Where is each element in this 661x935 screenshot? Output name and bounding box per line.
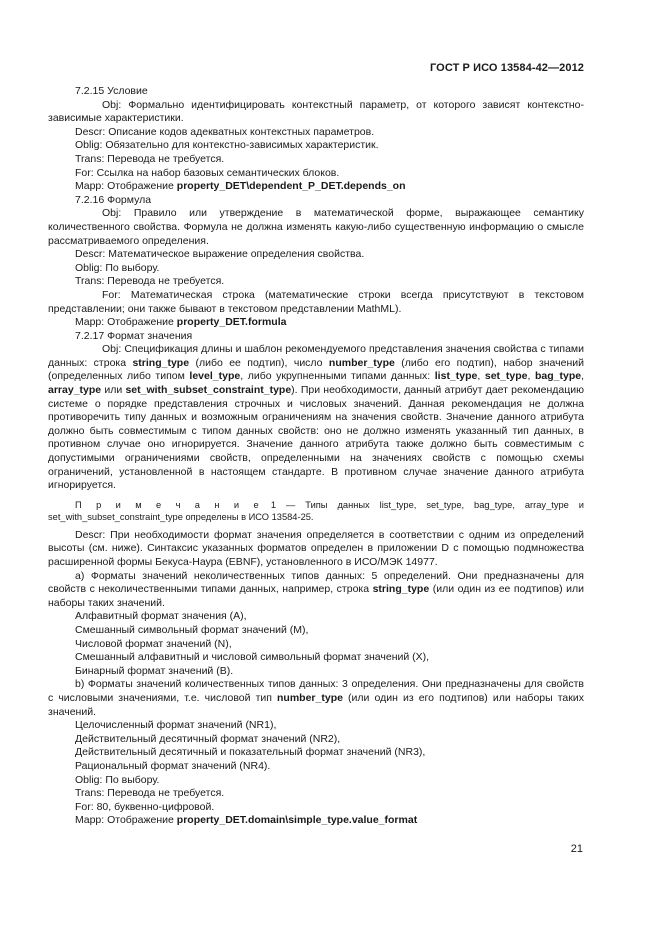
mapp-prefix: Mapp: Отображение bbox=[75, 180, 177, 193]
number-type-term: number_type bbox=[277, 691, 343, 704]
section-heading-7-2-16: 7.2.16 Формула bbox=[75, 193, 152, 206]
obj-text-3: (либо его подтип), набор значений (определенных либо типом bbox=[48, 356, 585, 383]
obj-text-5: , bbox=[477, 370, 485, 383]
obj-paragraph-7-2-17 bbox=[48, 343, 584, 493]
descr-paragraph: Descr: При необходимости формат значения определяется в соответствии с одним из определений высоты (см. ниже). Синтаксис указанных форматов определен в приложении D с помощью подмножества расширенной формы Бекуса-Наура (EBNF), установленного в ИСО/МЭК 14977. bbox=[48, 528, 584, 568]
oblig-line: Oblig: По выбору. bbox=[75, 773, 160, 786]
note-label: П р и м е ч а н и е bbox=[75, 499, 261, 510]
descr-line: Descr: Описание кодов адекватных контекстных параметров. bbox=[75, 125, 375, 138]
page-number: 21 bbox=[570, 843, 583, 855]
obj-label: Obj: bbox=[102, 207, 122, 220]
item-a-text-2: (или один из ее подтипов) или наборы таких значений. bbox=[48, 583, 584, 609]
string-type-term: string_type bbox=[132, 356, 190, 369]
for-paragraph bbox=[48, 289, 584, 316]
set-with-subset-constraint-type-term: set_with_subset_constraint_type bbox=[125, 384, 292, 397]
note-text: 1 — Типы данных list_type, set_type, bag_type, array_type и set_with_subset_constraint_type определены в ИСО 13584-25. bbox=[48, 499, 584, 522]
list-item: Бинарный формат значений (B). bbox=[75, 664, 234, 677]
for-line: For: Ссылка на набор базовых семантических блоков. bbox=[75, 166, 340, 179]
mapp-prefix: Mapp: Отображение bbox=[75, 814, 177, 827]
mapp-line bbox=[48, 316, 584, 330]
list-item: Смешанный алфавитный и числовой символьный формат значений (X), bbox=[75, 651, 430, 664]
section-heading-7-2-15: 7.2.15 Условие bbox=[75, 85, 148, 97]
obj-paragraph-7-2-15 bbox=[48, 99, 584, 126]
list-type-term: list_type bbox=[434, 370, 478, 383]
obj-text-2: (либо ее подтип), число bbox=[189, 356, 329, 369]
trans-line: Trans: Перевода не требуется. bbox=[75, 787, 225, 800]
item-b-text-2: (или один из его подтипов) или наборы таких значений. bbox=[48, 691, 584, 718]
section-heading-7-2-17: 7.2.17 Формат значения bbox=[75, 329, 193, 342]
number-type-term: number_type bbox=[328, 356, 395, 369]
mapp-line bbox=[48, 180, 584, 194]
obj-text-1: Спецификация длины и шаблон рекомендуемого представления значения свойства с типами данных: строка bbox=[48, 343, 584, 369]
obj-text-6: , bbox=[527, 370, 535, 383]
mapp-code: property_DET.domain\simple_type.value_format bbox=[176, 814, 418, 827]
item-b-text-1: b) Форматы значений количественных типов данных: 3 определения. Они предназначены для свойств с числовыми значениями, т.е. числовой тип bbox=[48, 678, 584, 704]
list-item: Целочисленный формат значений (NR1), bbox=[75, 719, 277, 732]
for-label: For: bbox=[102, 288, 121, 301]
for-line: For: 80, буквенно-цифровой. bbox=[75, 800, 215, 813]
item-a-text-1: a) Форматы значений неколичественных типов данных: 5 определений. Они предназначены для свойств с неколичественными типами данных, например, строка bbox=[48, 569, 584, 596]
trans-line: Trans: Перевода не требуется. bbox=[75, 275, 225, 288]
mapp-prefix: Mapp: Отображение bbox=[75, 316, 177, 329]
standard-header: ГОСТ Р ИСО 13584-42—2012 bbox=[429, 62, 584, 74]
trans-line: Trans: Перевода не требуется. bbox=[75, 152, 225, 165]
list-item: Рациональный формат значений (NR4). bbox=[75, 759, 271, 772]
obj-text-7: , bbox=[581, 370, 585, 383]
item-a-paragraph bbox=[48, 570, 584, 611]
list-item: Смешанный символьный формат значений (M), bbox=[75, 623, 309, 636]
list-item: Алфавитный формат значения (A), bbox=[75, 610, 247, 623]
mapp-code: property_DET.formula bbox=[176, 316, 287, 329]
oblig-line: Oblig: По выбору. bbox=[75, 261, 160, 274]
list-item: Числовой формат значений (N), bbox=[75, 637, 232, 650]
obj-text-9: ). При необходимости, данный атрибут дает рекомендацию системе о порядке представления строчных и числовых значений. Данная рекомендация не должна противоречить типу данных и возможным ограничениям на значения свойств. Значение данного атрибута должно быть совместимым с типом данных свойств: оно не должно изменять указанный тип данных, в противном случае оно игнорируется. Значение данного атрибута также должно быть совместимым с допустимыми ограничениями свойств, определенными на значениях свойств с помощью схемы ограничений, установленной в настоящем стандарте. В противном случае значение данного атрибута игнорируется. bbox=[48, 384, 584, 492]
set-type-term: set_type bbox=[484, 370, 528, 383]
obj-label: Obj: bbox=[102, 343, 122, 356]
string-type-term: string_type bbox=[372, 583, 430, 596]
descr-line: Descr: Математическое выражение определения свойства. bbox=[75, 248, 365, 261]
obj-text: Формально идентифицировать контекстный параметр, от которого зависят контекстно-зависимые характеристики. bbox=[48, 98, 584, 125]
note-paragraph bbox=[48, 499, 584, 523]
list-item: Действительный десятичный формат значений (NR2), bbox=[75, 732, 341, 745]
array-type-term: array_type bbox=[48, 384, 102, 397]
obj-paragraph-7-2-16 bbox=[48, 207, 584, 248]
item-b-paragraph bbox=[48, 678, 584, 719]
obj-text-4: , либо укрупненными типами данных: bbox=[240, 370, 435, 383]
obj-text-8: или bbox=[101, 384, 126, 397]
document-body bbox=[48, 85, 584, 828]
list-item: Действительный десятичный и показательный формат значений (NR3), bbox=[75, 746, 426, 759]
level-type-term: level_type bbox=[189, 370, 241, 383]
for-text: Математическая строка (математические строки всегда присутствуют в текстовом представлении; они также бывают в текстовом представлении MathML). bbox=[48, 288, 585, 315]
mapp-line bbox=[48, 814, 584, 828]
obj-label: Obj: bbox=[102, 98, 122, 111]
bag-type-term: bag_type bbox=[534, 370, 582, 383]
mapp-code: property_DET\dependent_P_DET.depends_on bbox=[176, 180, 406, 193]
obj-text: Правило или утверждение в математической форме, выражающее семантику количественного свойства. Формула не должна изменять какую-либо существенную информацию о смысле рассматриваемого определения. bbox=[48, 207, 585, 247]
oblig-line: Oblig: Обязательно для контекстно-зависимых характеристик. bbox=[75, 139, 379, 152]
